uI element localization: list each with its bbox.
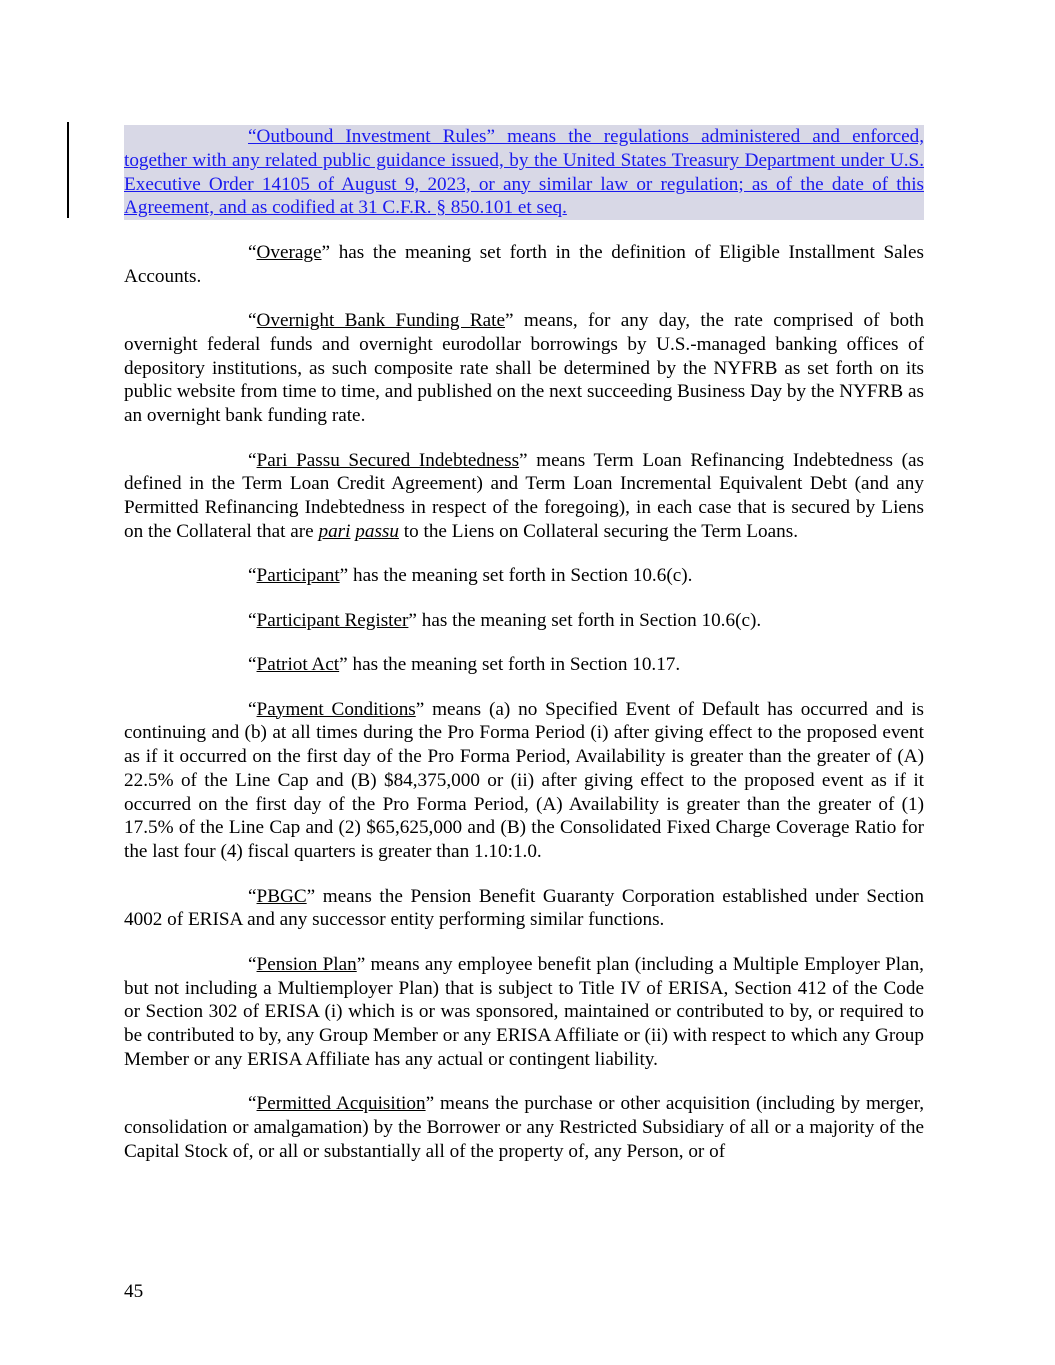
revision-bar (67, 122, 69, 218)
defined-term: Patriot Act (256, 654, 340, 676)
defined-term: Pension Plan (256, 953, 357, 975)
italic-term: pari (318, 520, 351, 542)
defined-term: Participant Register (256, 609, 409, 631)
defined-term: Payment Conditions (256, 698, 416, 720)
document-page (124, 125, 924, 1184)
page-number: 45 (124, 1281, 144, 1302)
defined-term: Overage (256, 241, 322, 263)
definition-outbound-investment-rules: “Outbound Investment Rules” means the regulations administered and enforced, together with any related public guidance issued, by the United States Treasury Department under U.S. Executive Order 14105 of August 9, 2023, or any similar law or regulation; as of the date of this Agreement, and as codified at 31 C.F.R. § 850.101 et seq. (124, 126, 925, 219)
definition-overage: “Overage” has the meaning set forth in the definition of Eligible Installment Sales Accounts. (124, 241, 924, 287)
definition-payment-conditions: “Payment Conditions” means (a) no Specified Event of Default has occurred and is continuing and (b) at all times during the Pro Forma Period (i) after giving effect to the proposed event as if it occurred on the first day of the Pro Forma Period, Availability is greater than the greater of (A) 22.5% of the Line Cap and (B) $84,375,000 or (ii) after giving effect to the proposed event as if it occurred on the first day of the Pro Forma Period, (A) Availability is greater than the greater of (1) 17.5% of the Line Cap and (2) $65,625,000 and (B) the Consolidated Fixed Charge Coverage Ratio for the last four (4) fiscal quarters is greater than 1.10:1.0. (124, 698, 924, 863)
definition-participant-register: “Participant Register” has the meaning set forth in Section 10.6(c). (248, 609, 762, 631)
defined-term: PBGC (256, 885, 307, 907)
definition-pari-passu-secured-indebtedness: “Pari Passu Secured Indebtedness” means Term Loan Refinancing Indebtedness (as defined in the Term Loan Credit Agreement) and Term Loan Incremental Equivalent Debt (and any Permitted Refinancing Indebtedness in respect of the foregoing), in each case that is secured by Liens on the Collateral that are pari passu to the Liens on Collateral securing the Term Loans. (124, 449, 924, 542)
defined-term: Permitted Acquisition (256, 1093, 426, 1115)
definition-pbgc: “PBGC” means the Pension Benefit Guaranty Corporation established under Section 4002 of ERISA and any successor entity performing similar functions. (124, 885, 924, 931)
definition-participant: “Participant” has the meaning set forth in Section 10.6(c). (248, 565, 693, 587)
defined-term: Pari Passu Secured Indebtedness (256, 449, 520, 471)
definition-overnight-bank-funding-rate: “Overnight Bank Funding Rate” means, for any day, the rate comprised of both overnight federal funds and overnight eurodollar borrowings by U.S.-managed banking offices of depository institutions, as such composite rate shall be determined by the NYFRB as set forth on its public website from time to time, and published on the next succeeding Business Day by the NYFRB as an overnight bank funding rate. (124, 309, 924, 427)
definition-patriot-act: “Patriot Act” has the meaning set forth in Section 10.17. (248, 654, 681, 676)
defined-term: Overnight Bank Funding Rate (256, 309, 505, 331)
defined-term: Participant (256, 565, 340, 587)
definition-pension-plan: “Pension Plan” means any employee benefit plan (including a Multiple Employer Plan, but not including a Multiemployer Plan) that is subject to Title IV of ERISA, Section 412 of the Code or Section 302 of ERISA (i) which is or was sponsored, maintained or contributed to by, or required to be contributed to by, any Group Member or any ERISA Affiliate or (ii) with respect to which any Group Member or any ERISA Affiliate has any actual or contingent liability. (124, 953, 924, 1071)
defined-term: Outbound Investment Rules (256, 126, 487, 147)
definition-permitted-acquisition: “Permitted Acquisition” means the purchase or other acquisition (including by merger, consolidation or amalgamation) by the Borrower or any Restricted Subsidiary of all or a majority of the Capital Stock of, or all or substantially all of the property of, any Person, or of (124, 1093, 924, 1163)
italic-term: passu (355, 520, 399, 542)
